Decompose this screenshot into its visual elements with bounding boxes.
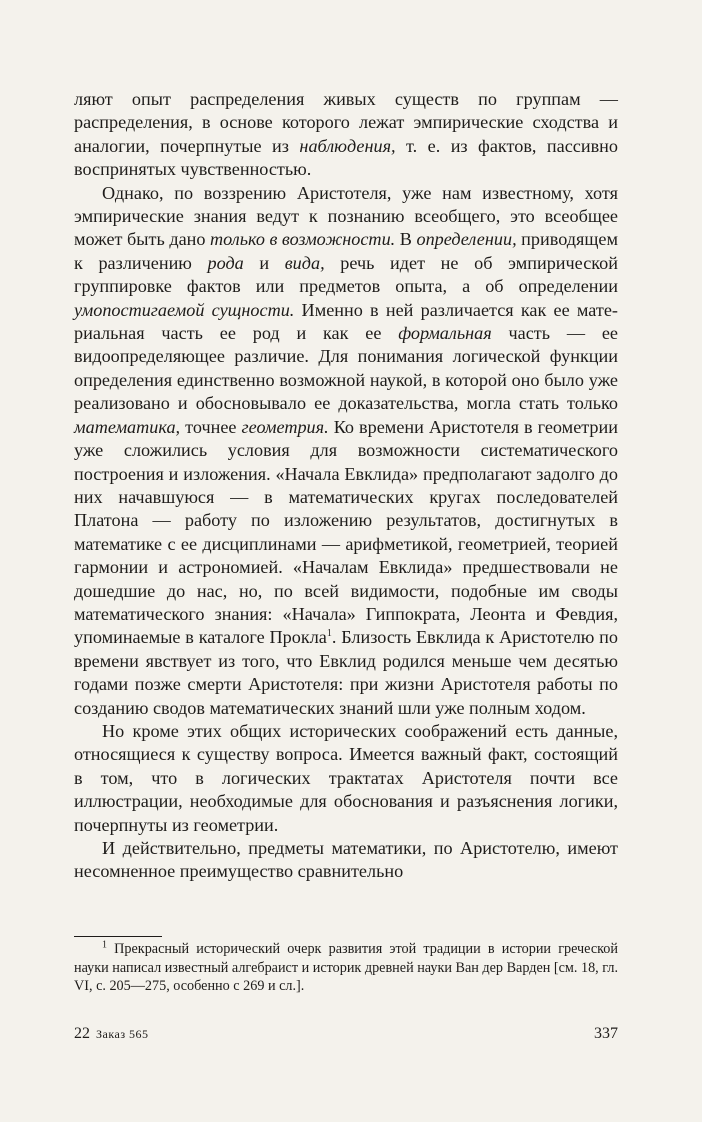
footnote (74, 940, 618, 996)
order-number: Заказ 565 (96, 1027, 149, 1041)
main-text (74, 88, 618, 884)
paragraph-2: Однако, по воззрению Аристотеля, уже нам известному, хотя эмпирические знания ведут к познанию всеобщего, это всеобщее может быть дано только в возможности. В определении, приводящем к различению рода и вида, речь идет не об эмпирической группировке фактов или предметов опыта, а об определении умопостигаемой сущности. Именно в ней различается как ее материальная часть ее род и как ее формальная часть — ее видоопределяющее различие. Для понимания логической функции определения единственно возможной наукой, в которой оно было уже реализовано и обосновывало ее доказательства, могла стать только математика, точнее геометрия. Ко времени Аристотеля в геометрии уже сложились условия для возможности систематического построения и изложения. «Начала Евклида» предполагают задолго до них начавшуюся — в математических кругах последователей Платона — работу по изложению результатов, достигнутых в математике с ее дисциплинами — арифметикой, геометрией, теорией гармонии и астрономией. «Началам Евклида» предшествовали не дошедшие до нас, но, по всей видимости, подобные им своды математического знания: «Начала» Гиппократа, Леонта и Февдия, упоминаемые в каталоге Прокла$^1$. Близость Евклида к Аристотелю по времени явствует из того, что Евклид родился меньше чем десятью годами позже смерти Аристотеля: при жизни Аристотеля работы по созданию сводов математических знаний шли уже полным ходом. (74, 182, 619, 718)
page-number: 337 (594, 1025, 618, 1042)
footnote-text: Прекрасный исторический очерк развития этой традиции в истории греческой науки написал известный алгебраист и историк древней науки Ван дер Варден [см. 18, гл. VI, с. 205—275, особенно с 269 и сл.]. (74, 941, 618, 995)
footnote-mark: 1 (102, 939, 107, 951)
paragraph-4: И действительно, предметы математики, по Аристотелю, имеют несомненное преимущество сравнительно (74, 838, 618, 882)
footnote-reference: 1 (326, 628, 332, 640)
printer-signature: 22 Заказ 565 (74, 1025, 149, 1042)
footnote-divider (74, 936, 162, 937)
paragraph-3: Но кроме этих общих исторических соображений есть данные, относящиеся к существу вопроса. Имеется важный факт, состоящий в том, что в логических трактатах Аристотеля почти все иллюстрации, необходимые для обоснования и разъяснения логики, почерпнуты из геометрии. (74, 720, 618, 835)
paragraph-1: ляют опыт распределения живых существ по группам — распределения, в основе которого лежат эмпирические сходства и аналогии, почерпнутые из наблюдения, т. е. из фактов, пассивно воспринятых чувственностью. (74, 89, 618, 180)
